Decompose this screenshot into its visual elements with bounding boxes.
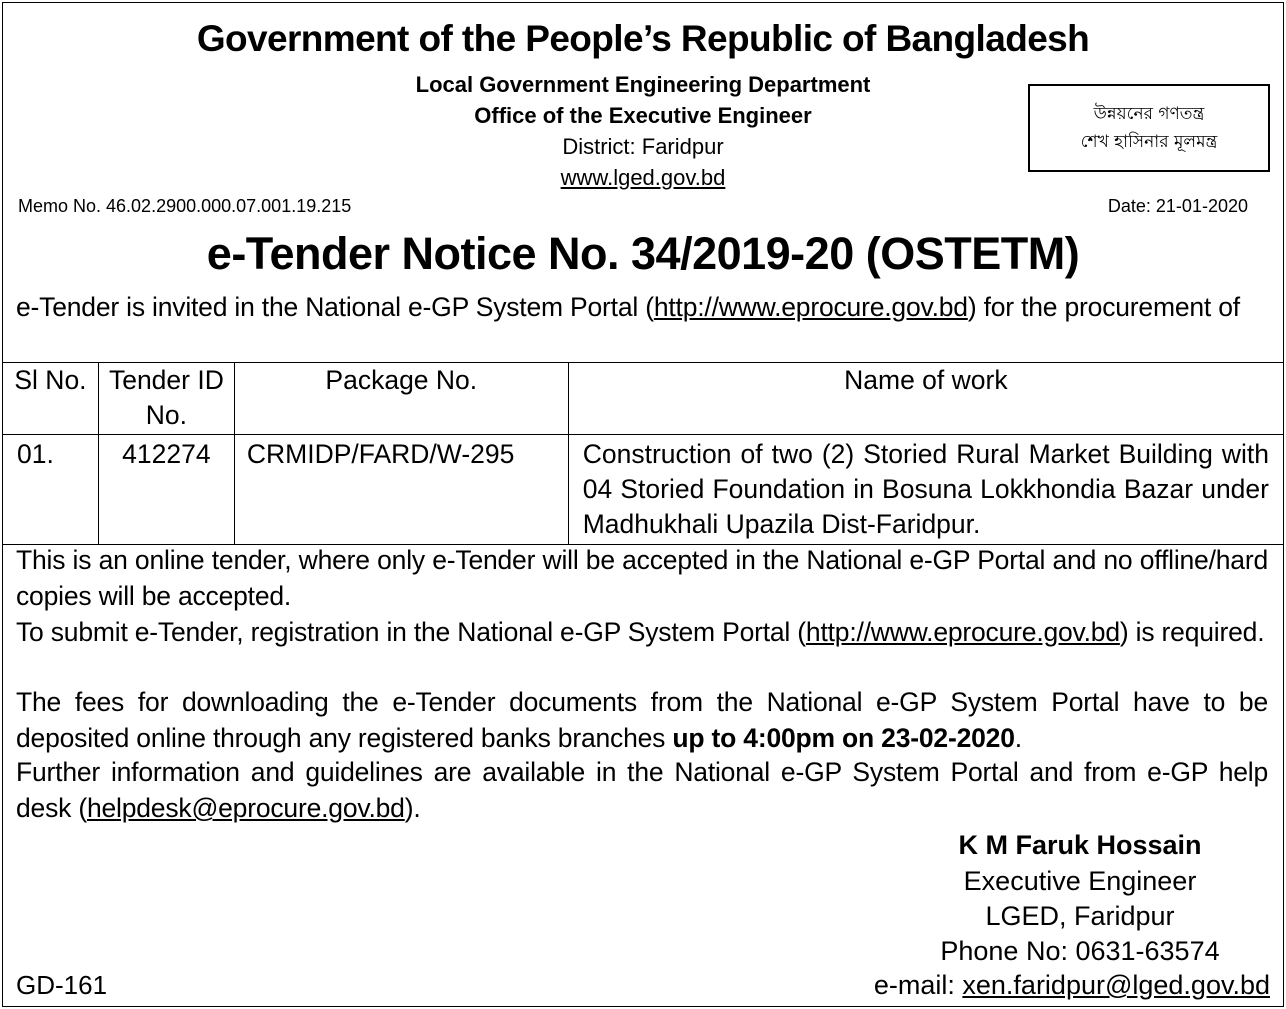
notice-title: e-Tender Notice No. 34/2019-20 (OSTETM) <box>206 228 1080 279</box>
memo-number: Memo No. 46.02.2900.000.07.001.19.215 <box>18 196 352 216</box>
paragraph-registration: To submit e-Tender, registration in the National e-GP System Portal (http://www.eprocure.gov.bd) is required. <box>16 617 1265 647</box>
slogan-line-1: উন্নয়নের গণতন্ত্র <box>1093 104 1205 124</box>
department-name: Local Government Engineering Department <box>415 72 871 97</box>
table-row <box>3 435 1284 545</box>
header-work: Name of work <box>568 363 1283 435</box>
signatory-phone: Phone No: 0631-63574 <box>940 936 1220 966</box>
office-name: Office of the Executive Engineer <box>474 103 812 128</box>
table-header-row <box>3 363 1284 435</box>
cell-package: CRMIDP/FARD/W-295 <box>234 435 568 545</box>
cell-work: Construction of two (2) Storied Rural Market Building with 04 Storied Foundation in Bosuna Lokkhondia Bazar under Madhukhali Upazila Dist-Faridpur. <box>568 435 1283 545</box>
registration-link[interactable]: http://www.eprocure.gov.bd <box>805 617 1120 647</box>
signatory-designation: Executive Engineer <box>963 866 1197 896</box>
website-link[interactable]: www.lged.gov.bd <box>560 165 726 190</box>
paragraph-fees: The fees for downloading the e-Tender documents from the National e-GP System Portal have to be deposited online through any registered banks branches up to 4:00pm on 23-02-2020. <box>16 687 1268 753</box>
notice-date: Date: 21-01-2020 <box>1107 196 1248 216</box>
intro-paragraph: e-Tender is invited in the National e-GP System Portal (http://www.eprocure.gov.bd) for the procurement of <box>16 292 1240 322</box>
header-sl: Sl No. <box>3 363 99 435</box>
signatory-office: LGED, Faridpur <box>985 901 1175 931</box>
paragraph-helpdesk: Further information and guidelines are available in the National e-GP System Portal and from e-GP help desk (helpdesk@eprocure.gov.bd). <box>16 757 1268 823</box>
slogan-line-2: শেখ হাসিনার মূলমন্ত্র <box>1080 132 1218 152</box>
signatory-email-line: e-mail: xen.faridpur@lged.gov.bd <box>873 970 1270 1000</box>
slogan-box <box>1028 84 1270 172</box>
cell-tender-id: 412274 <box>98 435 234 545</box>
header-package: Package No. <box>234 363 568 435</box>
deadline-text: up to 4:00pm on 23-02-2020 <box>672 723 1015 753</box>
helpdesk-email-link[interactable]: helpdesk@eprocure.gov.bd <box>86 793 405 823</box>
header-tender-id: Tender ID No. <box>98 363 234 435</box>
cell-sl: 01. <box>3 435 99 545</box>
eprocure-link[interactable]: http://www.eprocure.gov.bd <box>653 292 968 322</box>
paragraph-online-tender: This is an online tender, where only e-Tender will be accepted in the National e-GP Portal and no offline/hard copies will be accepted. <box>16 545 1268 611</box>
signatory-name: K M Faruk Hossain <box>958 830 1202 860</box>
government-title: Government of the People’s Republic of Bangladesh <box>196 18 1090 59</box>
footer-code: GD-161 <box>16 970 108 1000</box>
district-line: District: Faridpur <box>562 134 724 159</box>
tender-table <box>2 362 1284 545</box>
signatory-email-link[interactable]: xen.faridpur@lged.gov.bd <box>962 970 1270 1000</box>
